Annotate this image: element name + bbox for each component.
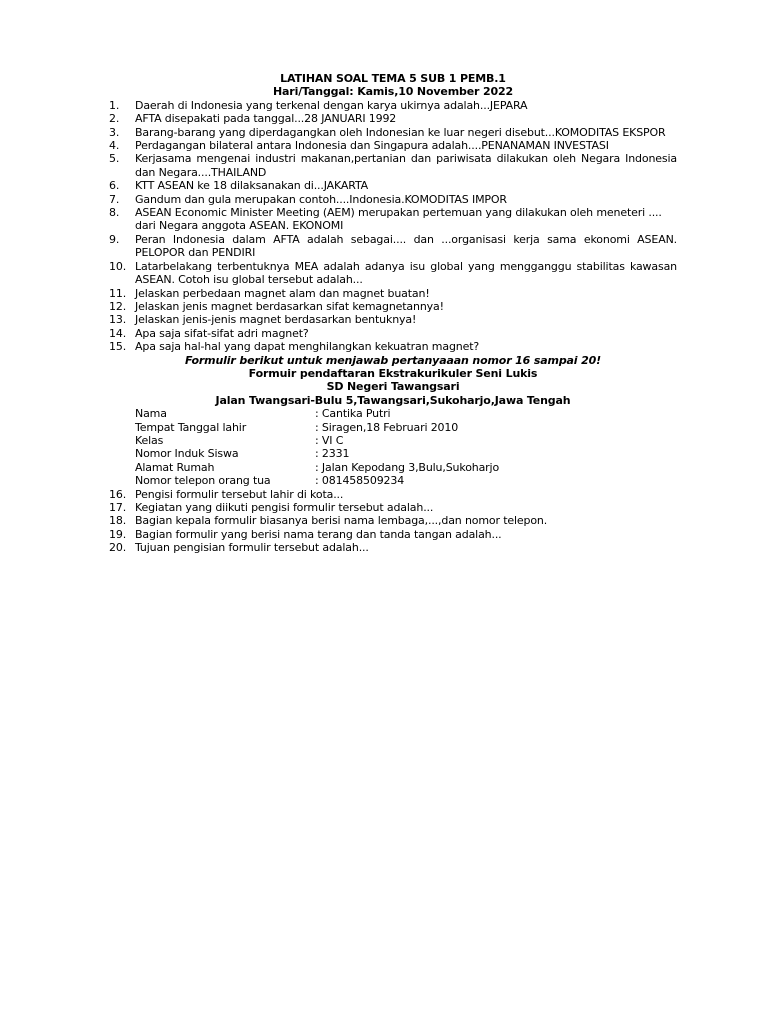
question-item [109,287,677,300]
form-row-phone [135,474,677,487]
question-number: 8. [109,206,120,220]
question-item [109,206,677,233]
question-number: 1. [109,98,120,112]
question-text: Perdagangan bilateral antara Indonesia dan Singapura adalah....PENANAMAN INVESTASI [135,139,609,153]
question-number: 16. [109,487,127,501]
question-text: Barang-barang yang diperdagangkan oleh Indonesian ke luar negeri disebut...KOMODITAS EKSPOR [135,125,666,139]
question-item [109,528,677,541]
question-text: Bagian kepala formulir biasanya berisi nama lembaga,...,dan nomor telepon. [135,514,548,528]
question-item [109,488,677,501]
question-item [109,514,677,527]
form-row-name [135,407,677,420]
form-row-class [135,434,677,447]
question-number: 19. [109,527,127,541]
question-number: 20. [109,541,127,555]
question-item [109,126,677,139]
registration-form [109,407,677,487]
question-number: 5. [109,152,120,166]
form-value: : Siragen,18 Februari 2010 [315,420,459,434]
question-item [109,340,677,353]
question-item [109,541,677,554]
question-item [109,193,677,206]
question-text: ASEAN Economic Minister Meeting (AEM) merupakan pertemuan yang dilakukan oleh meneteri .... dari Negara anggota ASEAN. EKONOMI [135,206,662,233]
question-text: AFTA disepakati pada tanggal...28 JANUARI 1992 [135,112,397,126]
question-text: Kegiatan yang diikuti pengisi formulir tersebut adalah... [135,501,434,514]
question-number: 7. [109,192,120,206]
question-text: Jelaskan jenis magnet berdasarkan sifat kemagnetannya! [135,299,444,313]
question-item [109,112,677,125]
form-value: : Cantika Putri [315,407,391,421]
question-item [109,233,677,260]
form-label: Kelas [135,433,164,447]
question-text: KTT ASEAN ke 18 dilaksanakan di...JAKARTA [135,179,369,193]
question-item [109,313,677,326]
question-number: 9. [109,232,120,246]
form-value: : VI C [315,433,344,447]
document-content [109,72,677,555]
question-text: Apa saja hal-hal yang dapat menghilangkan kekuatran magnet? [135,340,480,354]
question-number: 4. [109,139,120,153]
question-text: Gandum dan gula merupakan contoh....Indonesia.KOMODITAS IMPOR [135,192,507,206]
question-text: Pengisi formulir tersebut lahir di kota... [135,487,344,501]
question-number: 10. [109,259,127,273]
question-text: Kerjasama mengenai industri makanan,pertanian dan pariwisata dilakukan oleh Negara Indonesia dan Negara....THAILAND [135,152,677,179]
question-item [109,179,677,192]
form-value: : Jalan Kepodang 3,Bulu,Sukoharjo [315,460,500,474]
form-label: Alamat Rumah [135,460,215,474]
question-item [109,260,677,287]
question-item [109,501,677,514]
form-label: Nama [135,407,167,421]
form-heading-address: Jalan Twangsari-Bulu 5,Tawangsari,Sukoharjo,Jawa Tengah [215,393,571,407]
form-row-birth [135,421,677,434]
form-label: Nomor telepon orang tua [135,474,271,488]
question-item [109,327,677,340]
question-item [109,152,677,179]
question-text: Jelaskan jenis-jenis magnet berdasarkan bentuknya! [135,313,417,327]
question-number: 2. [109,112,120,126]
question-text: Tujuan pengisian formulir tersebut adalah... [135,541,369,555]
form-label: Tempat Tanggal lahir [135,420,247,434]
question-text: Jelaskan perbedaan magnet alam dan magnet buatan! [135,286,430,300]
form-value: : 081458509234 [315,474,405,488]
question-number: 11. [109,286,127,300]
question-number: 12. [109,299,127,313]
form-heading-title: Formuir pendaftaran Ekstrakurikuler Seni Lukis [248,366,538,380]
question-text: Latarbelakang terbentuknya MEA adalah adanya isu global yang mengganggu stabilitas kawasan ASEAN. Cotoh isu global tersebut adalah... [135,259,677,287]
question-number: 13. [109,313,127,327]
form-row-address [135,461,677,474]
question-number: 14. [109,326,127,340]
question-text: Bagian formulir yang berisi nama terang dan tanda tangan adalah... [135,527,502,541]
form-row-student-id [135,447,677,460]
question-item [109,300,677,313]
question-text: Peran Indonesia dalam AFTA adalah sebagai.... dan ...organisasi kerja sama ekonomi ASEAN. PELOPOR dan PENDIRI [135,232,677,260]
document-title: LATIHAN SOAL TEMA 5 SUB 1 PEMB.1 [280,72,506,85]
question-text: Apa saja sifat-sifat adri magnet? [135,326,309,340]
form-label: Nomor Induk Siswa [135,447,239,461]
question-number: 18. [109,514,127,528]
form-intro: Formulir berikut untuk menjawab pertanyaaan nomor 16 sampai 20! [184,353,601,367]
questions-list-b [109,488,677,555]
question-number: 15. [109,340,127,354]
date-line: Hari/Tanggal: Kamis,10 November 2022 [272,85,514,99]
question-item [109,139,677,152]
form-heading-school: SD Negeri Tawangsari [326,380,460,394]
question-number: 3. [109,125,120,139]
question-number: 17. [109,501,127,514]
questions-list-a [109,99,677,354]
question-number: 6. [109,179,120,193]
question-item [109,99,677,112]
question-text: Daerah di Indonesia yang terkenal dengan karya ukirnya adalah...JEPARA [135,98,528,112]
form-value: : 2331 [315,447,350,461]
